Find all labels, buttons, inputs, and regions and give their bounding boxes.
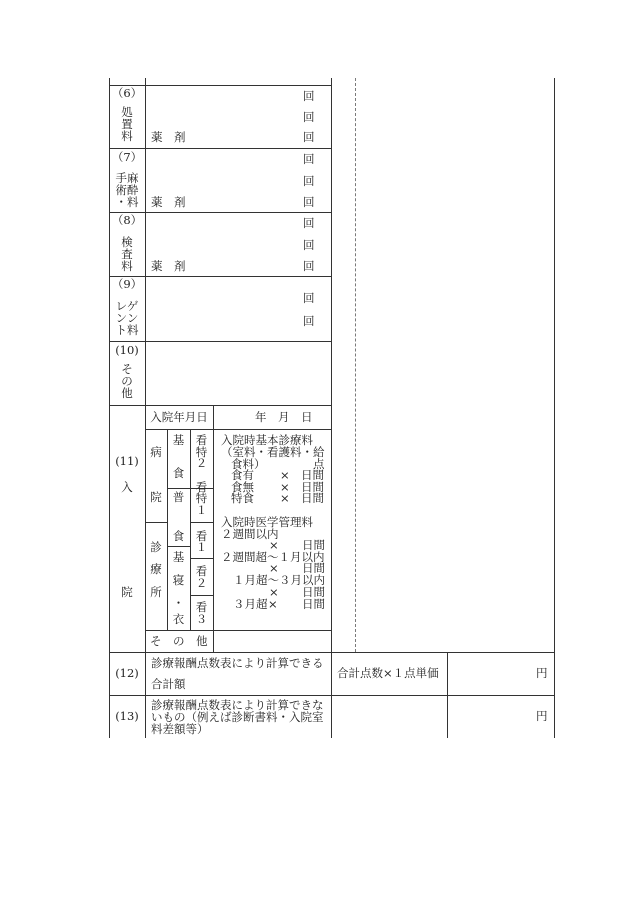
- table-rule: [109, 148, 331, 149]
- drug-label: 薬 剤: [151, 259, 186, 273]
- period-label: １月超～３月以内: [233, 573, 325, 587]
- section-11-label: 入: [121, 480, 133, 494]
- days-unit: 日間: [301, 491, 324, 505]
- hospital-label: 院: [150, 490, 162, 504]
- table-rule: [213, 405, 214, 652]
- table-rule: [145, 429, 331, 430]
- nursing-label: 看: [195, 433, 208, 447]
- yen-unit: 円: [536, 666, 548, 680]
- section-10-label: そ: [121, 362, 133, 376]
- section-9-number: （9）: [111, 277, 143, 291]
- section-8-label: 査: [121, 247, 133, 261]
- clinic-label: 診: [150, 540, 162, 554]
- section-10-number: (10): [115, 343, 139, 357]
- section-12-number: (12): [115, 666, 139, 680]
- section-13-number: (13): [115, 709, 139, 723]
- times-mark: ×: [268, 597, 278, 611]
- period-label: ３月超: [233, 597, 268, 611]
- section-6-number: （6）: [111, 86, 143, 100]
- table-rule: [145, 630, 331, 631]
- count-unit: 回: [303, 110, 315, 124]
- nursing-label: 看: [195, 600, 208, 614]
- count-unit: 回: [303, 174, 315, 188]
- meal-label: 基: [172, 433, 185, 447]
- table-rule: [109, 276, 331, 277]
- table-rule: [190, 595, 213, 596]
- times-mark: ×: [280, 491, 290, 505]
- basic-fee-title: 入院時基本診療料: [221, 433, 313, 447]
- count-unit: 回: [303, 291, 315, 305]
- table-rule: [109, 405, 331, 406]
- drug-label: 薬 剤: [151, 130, 186, 144]
- table-rule: [109, 341, 331, 342]
- nursing-label: １: [195, 503, 208, 517]
- table-rule: [109, 85, 331, 86]
- admission-date-label: 入院年月日: [150, 410, 208, 424]
- meal-item-label: 特食: [231, 491, 254, 505]
- section-13-description: 料差額等）: [151, 722, 209, 736]
- table-rule: [109, 695, 554, 696]
- nursing-label: ２: [195, 456, 208, 470]
- section-12-description: 診療報酬点数表により計算できる: [151, 656, 324, 670]
- times-mark: ×: [269, 538, 279, 552]
- section-9-label: ト料: [115, 323, 139, 337]
- meal-label: 食: [172, 529, 185, 543]
- table-rule: [109, 652, 554, 653]
- meal-item-label: 食無: [231, 480, 254, 494]
- table-rule: [109, 212, 331, 213]
- table-rule: [145, 78, 146, 738]
- table-rule: [331, 78, 332, 738]
- meal-label: 食: [172, 466, 185, 480]
- times-mark: ×: [280, 480, 290, 494]
- clinic-label: 所: [150, 585, 162, 599]
- times-mark: ×: [280, 468, 290, 482]
- section-11-number: (11): [115, 454, 139, 468]
- table-rule: [167, 546, 190, 547]
- section-9-label: ンン: [115, 311, 139, 325]
- section-13-description: 診療報酬点数表により計算できな: [151, 698, 324, 712]
- section-13-description: いもの（例えば診断書料・入院室: [151, 710, 324, 724]
- section-7-label: 手麻: [115, 171, 139, 185]
- section-6-label: 処: [121, 105, 133, 119]
- count-unit: 回: [303, 238, 315, 252]
- days-unit: 日間: [301, 468, 324, 482]
- section-7-number: （7）: [111, 150, 143, 164]
- section-8-label: 料: [121, 259, 133, 273]
- section-10-label: の: [121, 374, 133, 388]
- basic-fee-note: 食料）: [231, 457, 266, 471]
- point-unit: 点: [313, 457, 325, 471]
- hospital-label: 病: [150, 445, 162, 459]
- days-unit: 日間: [302, 585, 325, 599]
- section-11-label: 院: [121, 585, 133, 599]
- nursing-label: ２: [195, 576, 208, 590]
- calculation-label: 合計点数×１点単価: [337, 666, 439, 680]
- meal-label: 寝: [172, 573, 185, 587]
- count-unit: 回: [303, 259, 315, 273]
- period-label: ２週間超～１月以内: [221, 550, 325, 564]
- period-label: ２週間以内: [221, 527, 279, 541]
- count-unit: 回: [303, 152, 315, 166]
- count-unit: 回: [303, 89, 315, 103]
- nursing-label: 看: [195, 529, 208, 543]
- section-10-label: 他: [121, 386, 133, 400]
- nursing-label: ３: [195, 612, 208, 626]
- days-unit: 日間: [302, 597, 325, 611]
- meal-label: 普: [172, 490, 185, 504]
- basic-fee-note: （室料・看護料・給: [221, 445, 325, 459]
- count-unit: 回: [303, 314, 315, 328]
- days-unit: 日間: [301, 480, 324, 494]
- meal-item-label: 食有: [231, 468, 254, 482]
- table-rule: [145, 522, 167, 523]
- count-unit: 回: [303, 216, 315, 230]
- times-mark: ×: [269, 561, 279, 575]
- days-unit: 日間: [302, 538, 325, 552]
- clinic-label: 療: [150, 562, 162, 576]
- table-rule: [190, 522, 213, 523]
- count-unit: 回: [303, 195, 315, 209]
- drug-label: 薬 剤: [151, 195, 186, 209]
- section-7-label: 術酔: [115, 183, 139, 197]
- section-7-label: ・料: [115, 195, 139, 209]
- table-rule: [190, 558, 213, 559]
- meal-label: ・: [172, 596, 185, 610]
- section-9-label: レゲ: [115, 299, 139, 313]
- nursing-label: １: [195, 540, 208, 554]
- management-fee-title: 入院時医学管理料: [221, 515, 313, 529]
- meal-label: 衣: [172, 612, 185, 626]
- meal-label: 基: [172, 550, 185, 564]
- table-rule: [554, 78, 555, 738]
- other-label: そ の 他: [150, 634, 208, 648]
- days-unit: 日間: [302, 561, 325, 575]
- section-12-description: 合計額: [151, 677, 186, 691]
- times-mark: ×: [269, 585, 279, 599]
- count-unit: 回: [303, 130, 315, 144]
- nursing-label: 看: [195, 564, 208, 578]
- admission-date-field: 年 月 日: [255, 410, 313, 424]
- section-8-label: 検: [121, 235, 133, 249]
- section-8-number: （8）: [111, 213, 143, 227]
- nursing-label: 特: [195, 491, 208, 505]
- section-6-label: 料: [121, 129, 133, 143]
- yen-unit: 円: [536, 709, 548, 723]
- nursing-label: 看: [195, 480, 208, 494]
- section-6-label: 置: [121, 117, 133, 131]
- nursing-label: 特: [195, 445, 208, 459]
- dashed-divider: [355, 78, 356, 652]
